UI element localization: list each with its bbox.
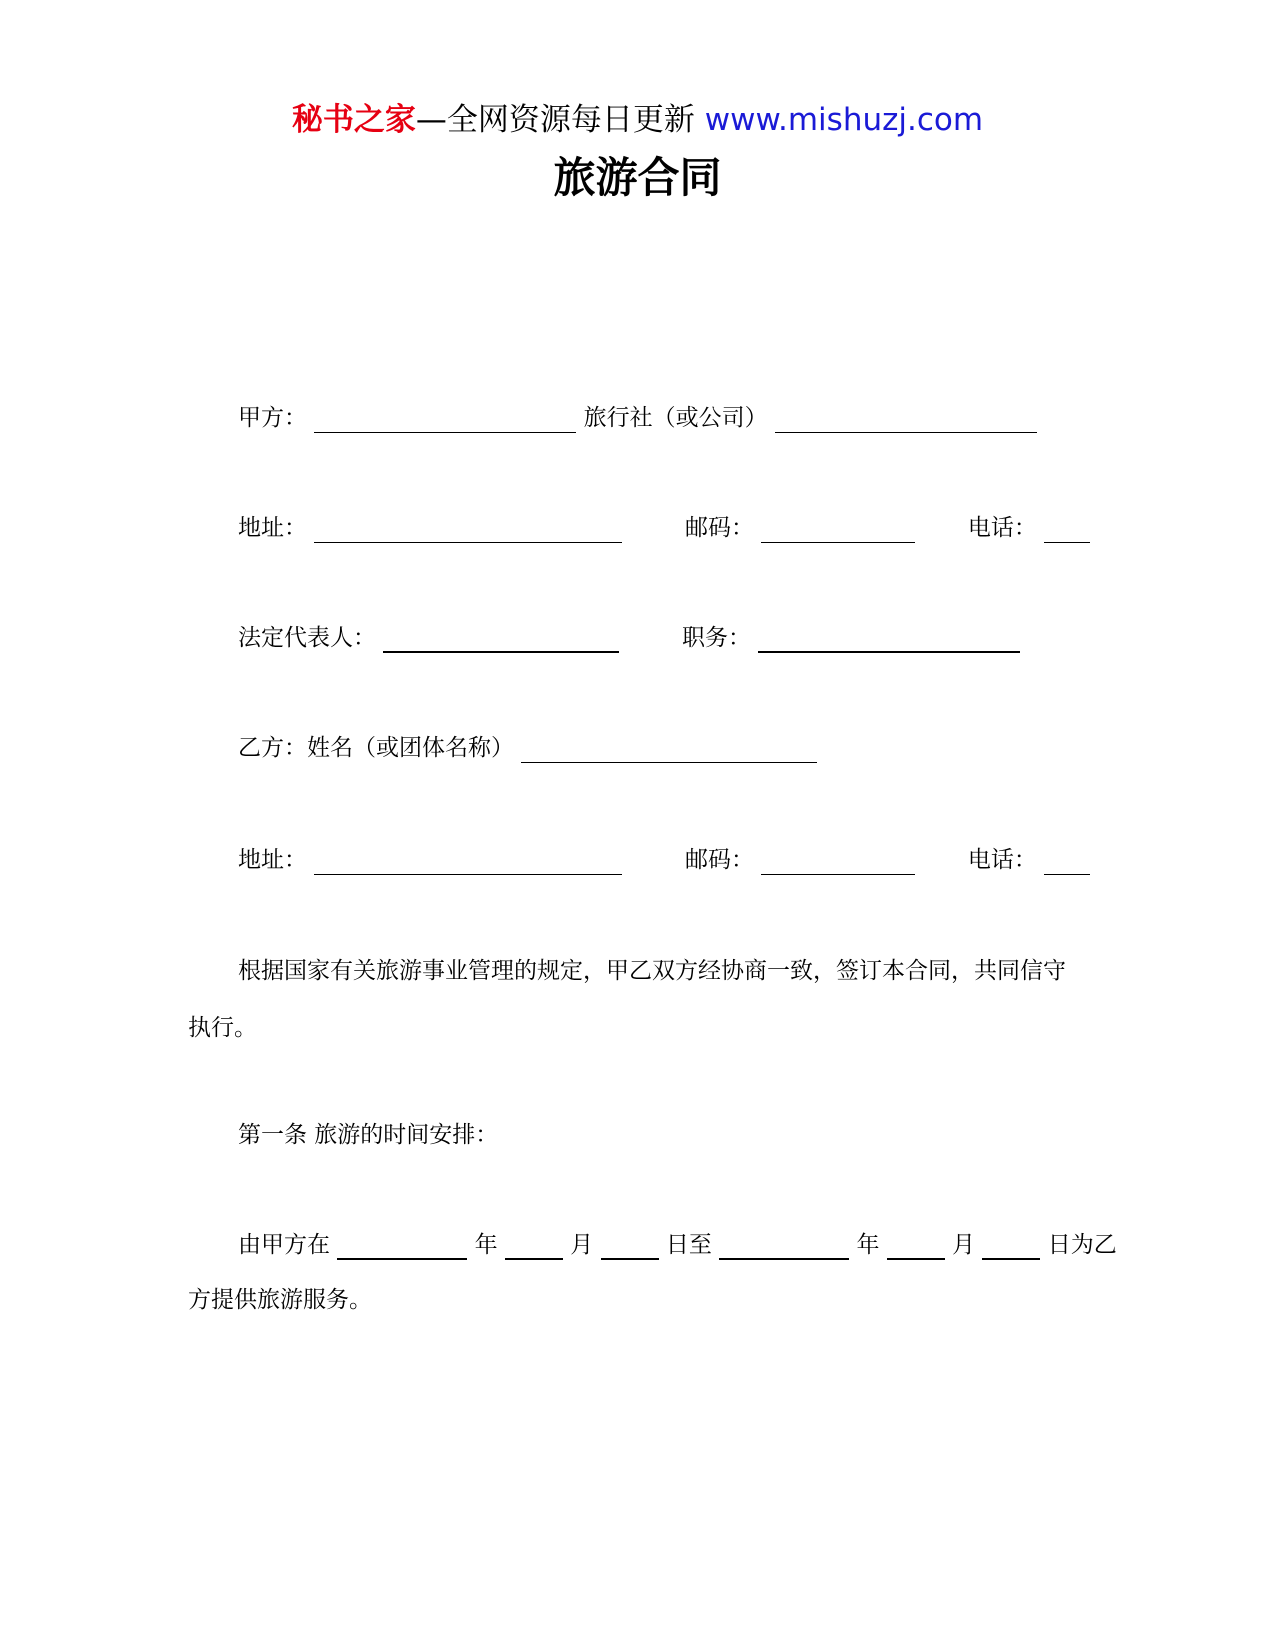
day-to-label: 日至: [665, 1232, 712, 1258]
document-title: 旅游合同: [553, 153, 722, 202]
zip-blank[interactable]: [761, 516, 915, 543]
article-1-heading: 第一条 旅游的时间安排：: [238, 1122, 499, 1148]
party-b-address-line: [238, 845, 1090, 875]
party-a-label: 甲方：: [238, 405, 307, 431]
phone-label: 电话：: [967, 515, 1037, 541]
position-blank[interactable]: [758, 625, 1020, 653]
year-label: 年: [856, 1232, 880, 1258]
day-for-label: 日为乙: [1047, 1232, 1117, 1258]
legal-rep-line: [238, 623, 1020, 653]
start-day-blank[interactable]: [601, 1232, 659, 1260]
rep-label: 法定代表人：: [238, 625, 376, 651]
phone-blank[interactable]: [1044, 516, 1090, 543]
article-1-end-line: 方提供旅游服务。: [188, 1287, 372, 1313]
rep-blank[interactable]: [383, 625, 619, 653]
year-label: 年: [474, 1232, 498, 1258]
party-b-label: 乙方：姓名（或团体名称）: [238, 735, 514, 761]
address-blank[interactable]: [314, 848, 622, 875]
party-b-line: [238, 733, 817, 763]
zip-label: 邮码：: [684, 515, 754, 541]
end-year-blank[interactable]: [719, 1232, 849, 1260]
preamble-text: 根据国家有关旅游事业管理的规定，甲乙双方经协商一致，签订本合同，共同信守执行。: [188, 958, 1066, 1041]
month-label: 月: [570, 1232, 594, 1258]
phone-label: 电话：: [967, 847, 1037, 873]
end-day-blank[interactable]: [982, 1232, 1040, 1260]
party-b-name-blank[interactable]: [521, 736, 817, 763]
article-1-dates-line: [238, 1230, 1117, 1260]
site-url[interactable]: www.mishuzj.com: [704, 102, 984, 138]
phone-blank[interactable]: [1044, 848, 1090, 875]
party-a-line: [238, 403, 1037, 433]
preamble-paragraph: [188, 943, 1088, 1057]
header-slogan: —全网资源每日更新: [415, 102, 705, 138]
address-blank[interactable]: [314, 516, 622, 543]
agency-blank[interactable]: [775, 406, 1037, 433]
zip-label: 邮码：: [684, 847, 754, 873]
party-a-address-line: [238, 513, 1090, 543]
party-a-name-blank[interactable]: [314, 406, 576, 433]
watermark-header: [0, 100, 1275, 140]
month-label: 月: [952, 1232, 976, 1258]
address-label: 地址：: [238, 847, 307, 873]
brand-name: 秘书之家: [291, 102, 416, 138]
start-month-blank[interactable]: [505, 1232, 563, 1260]
zip-blank[interactable]: [761, 848, 915, 875]
agency-label: 旅行社（或公司）: [583, 405, 768, 431]
start-year-blank[interactable]: [337, 1232, 467, 1260]
position-label: 职务：: [681, 625, 751, 651]
address-label: 地址：: [238, 515, 307, 541]
end-month-blank[interactable]: [887, 1232, 945, 1260]
from-label: 由甲方在: [238, 1232, 330, 1258]
